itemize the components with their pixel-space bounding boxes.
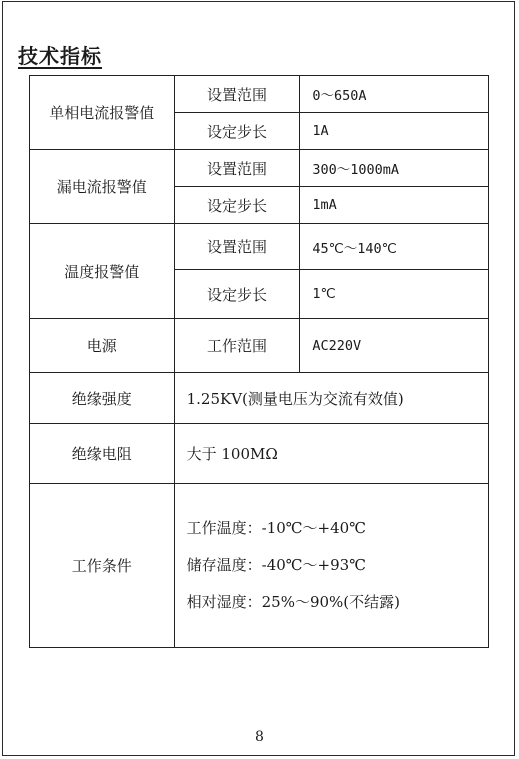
sub-label: 设置范围 — [174, 150, 300, 187]
value-cell: 大于 100MΩ — [174, 424, 488, 484]
table-row — [30, 319, 489, 373]
sub-label: 设定步长 — [174, 270, 300, 319]
value-cell: 300～1000mA — [300, 150, 489, 187]
category-temperature: 温度报警值 — [30, 224, 175, 319]
relative-humidity-line: 相对湿度：25%～90%(不结露) — [186, 593, 401, 611]
storage-temperature-line: 储存温度：-40℃～+93℃ — [186, 556, 366, 574]
sub-label: 设定步长 — [174, 187, 300, 224]
sub-label: 设置范围 — [174, 224, 300, 270]
category-leakage-current: 漏电流报警值 — [30, 150, 175, 224]
table-row — [30, 150, 489, 187]
page-title: 技术指标 — [18, 44, 102, 68]
table-row — [30, 76, 489, 113]
category-single-phase-current: 单相电流报警值 — [30, 76, 175, 150]
table-row — [30, 373, 489, 424]
conditions-cell — [174, 484, 488, 648]
category-power: 电源 — [30, 319, 175, 373]
table-row — [30, 424, 489, 484]
value-cell: 1mA — [300, 187, 489, 224]
value-cell: 0～650A — [300, 76, 489, 113]
spec-table — [29, 75, 489, 648]
table-row — [30, 484, 489, 648]
value-cell: 1A — [300, 113, 489, 150]
working-temperature-line: 工作温度：-10℃～+40℃ — [186, 519, 366, 537]
sub-label: 设定步长 — [174, 113, 300, 150]
category-working-conditions: 工作条件 — [30, 484, 175, 648]
value-cell: 1.25KV(测量电压为交流有效值) — [174, 373, 488, 424]
value-cell: 1℃ — [300, 270, 489, 319]
category-insulation-strength: 绝缘强度 — [30, 373, 175, 424]
sub-label: 工作范围 — [174, 319, 300, 373]
table-row — [30, 224, 489, 270]
category-insulation-resistance: 绝缘电阻 — [30, 424, 175, 484]
page-number: 8 — [255, 729, 264, 745]
value-cell: AC220V — [300, 319, 489, 373]
sub-label: 设置范围 — [174, 76, 300, 113]
value-cell: 45℃～140℃ — [300, 224, 489, 270]
